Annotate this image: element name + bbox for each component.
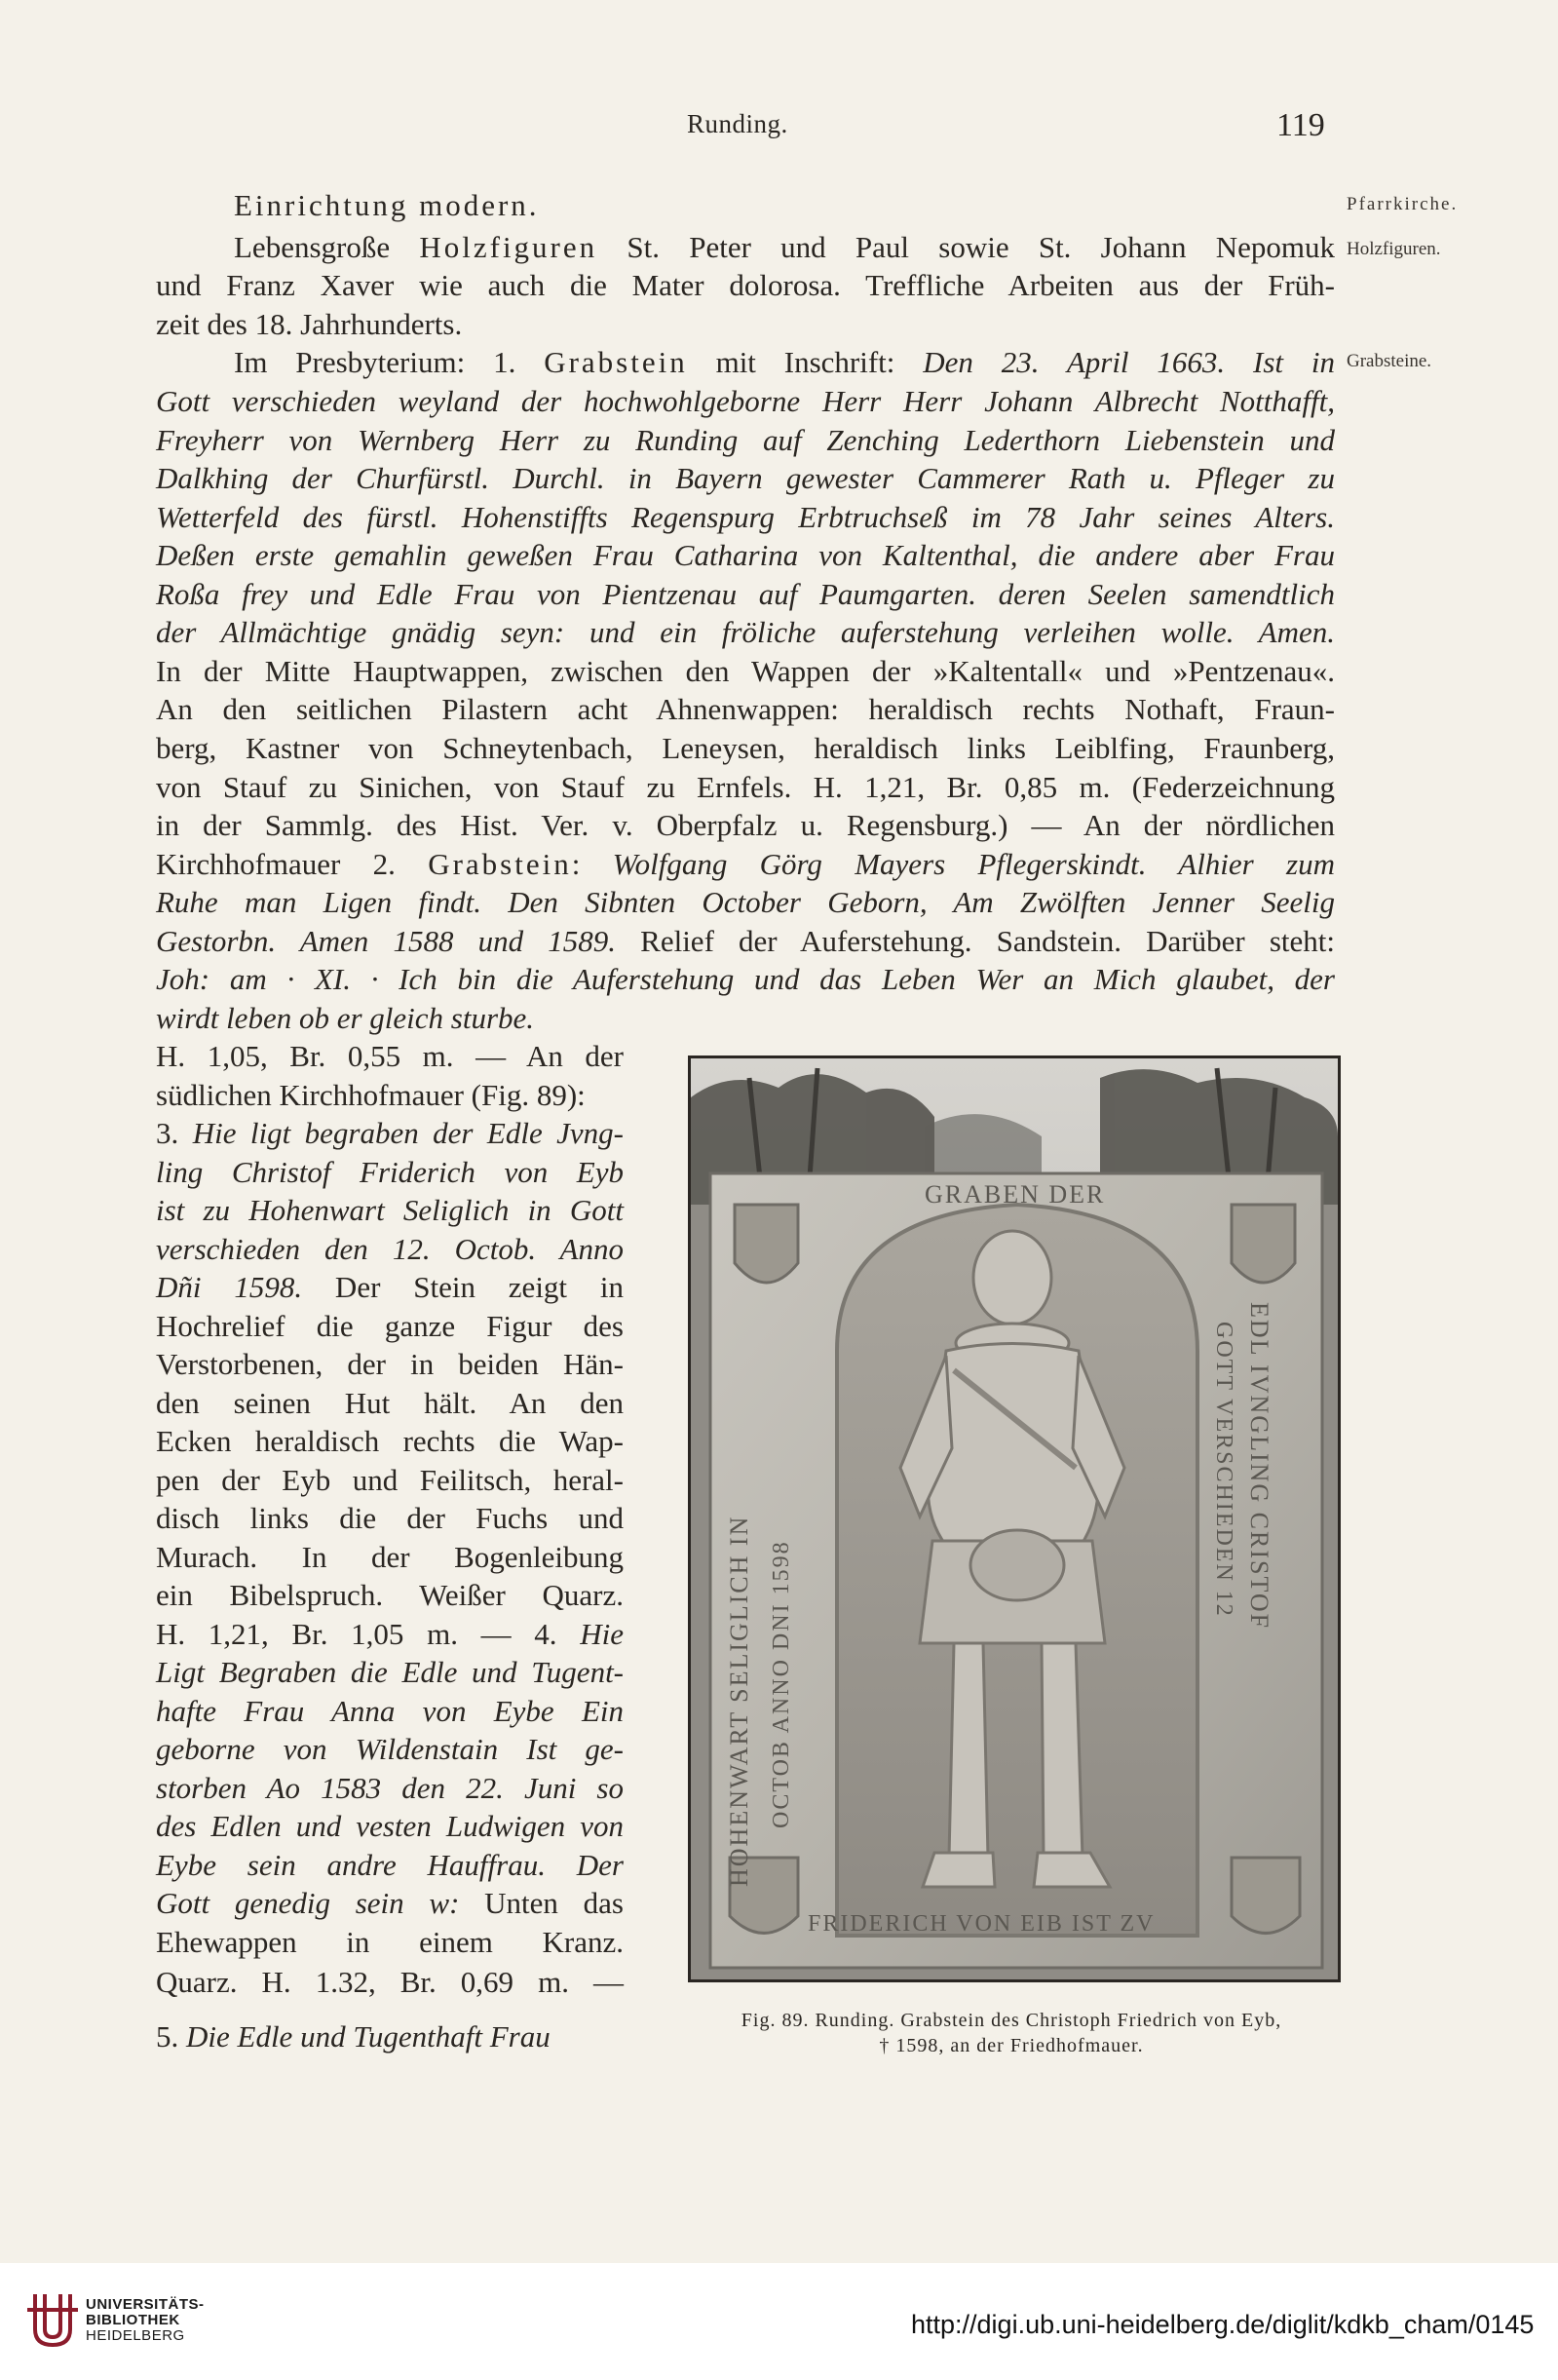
figure-caption-line2: † 1598, an der Friedhofmauer.	[879, 2035, 1144, 2056]
inscription-left-inner: OCTOB ANNO DNI 1598	[769, 1540, 794, 1828]
text-line: wirdt leben ob er gleich sturbe.	[156, 1001, 535, 1035]
text-line: Murach. In der Bogenleibung	[156, 1540, 624, 1574]
text-line: Ecken heraldisch rechts die Wap-	[156, 1424, 624, 1458]
text-line: Quarz. H. 1.32, Br. 0,69 m. —	[156, 1965, 624, 1999]
text-line: Ruhe man Ligen findt. Den Sibnten October Geborn, Am Zwölften Jenner Seelig	[156, 885, 1335, 919]
text-line: und Franz Xaver wie auch die Mater dolorosa. Treffliche Arbeiten aus der Früh-	[156, 268, 1335, 302]
text-line: 3. Hie ligt begraben der Edle Jvng-	[156, 1116, 625, 1150]
gravestone-illustration	[691, 1058, 1338, 1979]
text-line: An den seitlichen Pilastern acht Ahnenwappen: heraldisch rechts Nothaft, Fraun-	[156, 692, 1335, 726]
inscription-right-outer: EDL IVNGLING CRISTOF	[1245, 1302, 1273, 1631]
text-line: Lebensgroße Holzfiguren St. Peter und Paul sowie St. Johann Nepomuk	[234, 230, 1336, 264]
inscription-right-inner: GOTT VERSCHIEDEN 12	[1211, 1322, 1236, 1618]
text-line: ein Bibelspruch. Weißer Quarz.	[156, 1578, 624, 1612]
inscription-bottom: FRIDERICH VON EIB IST ZV	[808, 1911, 1156, 1937]
text-line: Gott genedig sein w: Unten das	[156, 1886, 624, 1920]
source-url-link[interactable]: http://digi.ub.uni-heidelberg.de/diglit/kdkb_cham/0145	[911, 2310, 1535, 2339]
text-line: Kirchhofmauer 2. Grabstein: Wolfgang Görg Mayers Pflegerskindt. Alhier zum	[156, 847, 1335, 881]
text-line: Freyherr von Wernberg Herr zu Runding auf Zenching Lederthorn Liebenstein und	[156, 423, 1335, 457]
text-line: ist zu Hohenwart Seliglich in Gott	[156, 1193, 624, 1227]
text-line: des Edlen und vesten Ludwigen von	[156, 1809, 624, 1843]
text-line: Ligt Begraben die Edle und Tugent-	[156, 1655, 624, 1689]
text-line: in der Sammlg. des Hist. Ver. v. Oberpfalz u. Regensburg.) — An der nördlichen	[156, 808, 1335, 842]
logo-line: HEIDELBERG	[86, 2327, 185, 2344]
text-line: geborne von Wildenstain Ist ge-	[156, 1732, 624, 1766]
library-logo-text	[86, 2297, 205, 2344]
inscription-top: GRABEN DER	[925, 1180, 1106, 1209]
text-line: storben Ao 1583 den 22. Juni so	[156, 1771, 624, 1805]
running-header: Runding.	[687, 109, 788, 138]
page-number: 119	[1276, 107, 1325, 143]
figure-caption: Fig. 89. Runding. Grabstein des Christoph Friedrich von Eyb,	[741, 2010, 1282, 2031]
text-line: Gott verschieden weyland der hochwohlgeborne Herr Herr Johann Albrecht Notthafft,	[156, 384, 1335, 418]
margin-note-grabsteine: Grabsteine.	[1347, 351, 1432, 371]
text-line: zeit des 18. Jahrhunderts.	[156, 307, 463, 341]
text-line: der Allmächtige gnädig seyn: und ein fröliche auferstehung verleihen wolle. Amen.	[156, 615, 1335, 649]
text-line: Wetterfeld des fürstl. Hohenstiffts Regenspurg Erbtruchseß im 78 Jahr seines Alters.	[156, 500, 1335, 534]
text-line: 5. Die Edle und Tugenthaft Frau	[156, 2019, 551, 2054]
text-line: südlichen Kirchhofmauer (Fig. 89):	[156, 1078, 586, 1112]
text-line: den seinen Hut hält. An den	[156, 1386, 624, 1420]
text-line: pen der Eyb und Feilitsch, heral-	[156, 1463, 624, 1497]
text-line: H. 1,21, Br. 1,05 m. — 4. Hie	[156, 1617, 624, 1651]
text-line: Einrichtung modern.	[234, 188, 540, 222]
margin-note-pfarrkirche: Pfarrkirche.	[1347, 194, 1459, 214]
text-line: hafte Frau Anna von Eybe Ein	[156, 1694, 624, 1728]
text-line: Deßen erste gemahlin geweßen Frau Catharina von Kaltenthal, die andere aber Frau	[156, 538, 1335, 572]
text-line: Eybe sein andre Hauffrau. Der	[156, 1848, 624, 1882]
logo-line: BIBLIOTHEK	[86, 2312, 180, 2328]
margin-note-holzfiguren: Holzfiguren.	[1347, 239, 1441, 259]
text-line: Joh: am · XI. · Ich bin die Auferstehung und das Leben Wer an Mich glaubet, der	[156, 962, 1335, 996]
text-line: Ehewappen in einem Kranz.	[156, 1925, 624, 1959]
text-line: verschieden den 12. Octob. Anno	[156, 1232, 624, 1266]
text-line: von Stauf zu Sinichen, von Stauf zu Ernfels. H. 1,21, Br. 0,85 m. (Federzeichnung	[156, 770, 1335, 804]
text-line: disch links die der Fuchs und	[156, 1501, 624, 1535]
text-line: berg, Kastner von Schneytenbach, Leneysen, heraldisch links Leiblfing, Fraunberg,	[156, 731, 1335, 765]
text-line: Dalkhing der Churfürstl. Durchl. in Bayern gewester Cammerer Rath u. Pfleger zu	[156, 461, 1335, 495]
inscription-left-outer: HOHENWART SELIGLICH IN	[725, 1515, 753, 1887]
text-line: Im Presbyterium: 1. Grabstein mit Inschrift: Den 23. April 1663. Ist in	[234, 345, 1335, 379]
library-logo-icon	[25, 2290, 80, 2351]
text-line: H. 1,05, Br. 0,55 m. — An der	[156, 1039, 624, 1073]
text-line: Verstorbenen, der in beiden Hän-	[156, 1347, 624, 1381]
text-line: ling Christof Friderich von Eyb	[156, 1155, 624, 1189]
text-line: Dñi 1598. Der Stein zeigt in	[156, 1270, 624, 1304]
text-line: Gestorbn. Amen 1588 und 1589. Relief der Auferstehung. Sandstein. Darüber steht:	[156, 924, 1335, 958]
logo-line: UNIVERSITÄTS-	[86, 2296, 205, 2313]
text-line: Roßa frey und Edle Frau von Pientzenau auf Paumgarten. deren Seelen samendtlich	[156, 577, 1335, 611]
text-line: Hochrelief die ganze Figur des	[156, 1309, 624, 1343]
gravestone-photo	[688, 1056, 1341, 1982]
text-line: In der Mitte Hauptwappen, zwischen den Wappen der »Kaltentall« und »Pentzenau«.	[156, 654, 1335, 688]
